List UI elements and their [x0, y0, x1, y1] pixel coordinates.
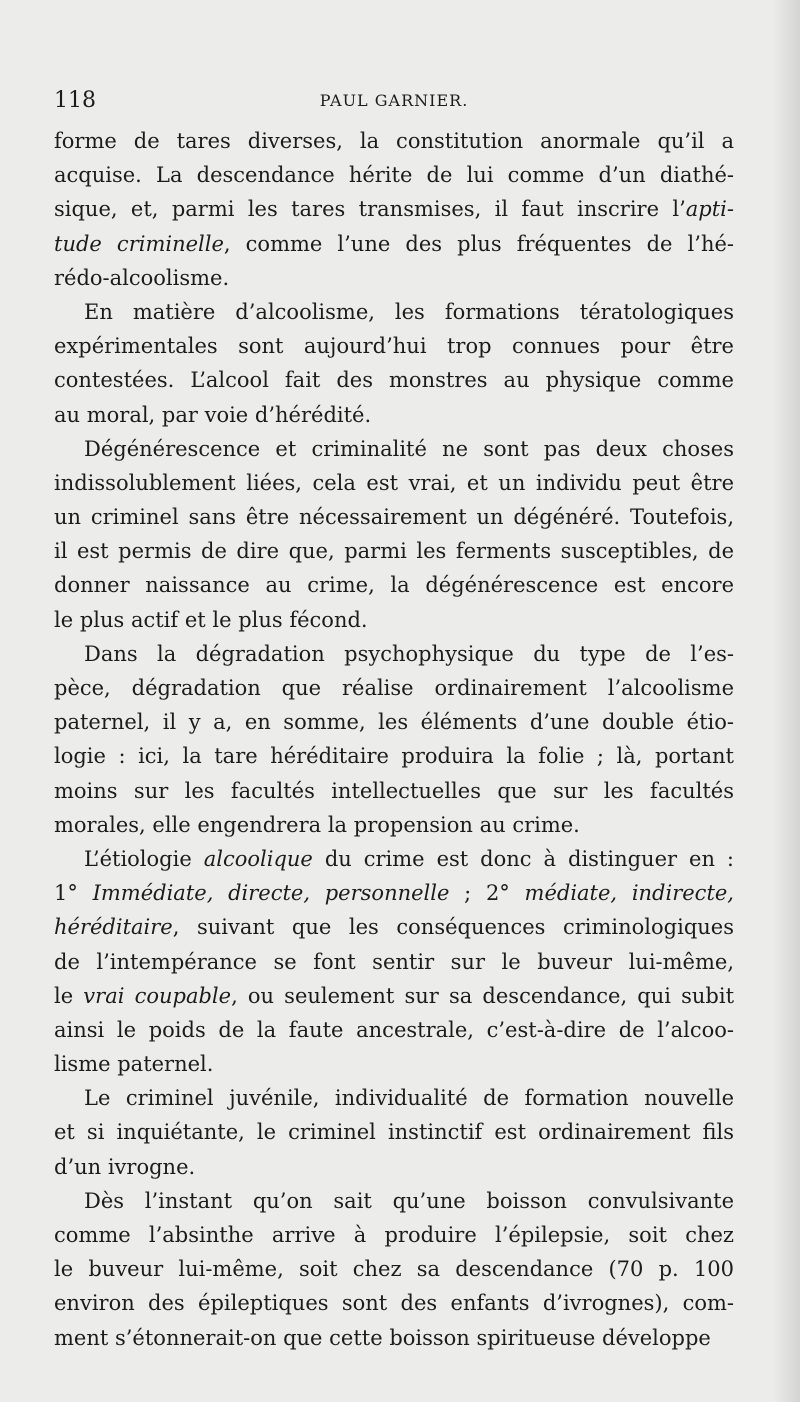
page-number: 118 [54, 88, 96, 113]
text-run: Dès l’instant qu’on sait qu’une boisson convulsivante [84, 1188, 734, 1213]
text-line [54, 363, 734, 397]
text-line [54, 637, 734, 671]
paragraph [54, 295, 734, 432]
text-run: au moral, par voie d’hérédité. [54, 402, 372, 427]
text-run: acquise. La descendance hérite de lui comme d’un diathé- [54, 163, 734, 188]
paragraph [54, 637, 734, 842]
text-run: 1° [54, 881, 93, 906]
text-line [54, 568, 734, 602]
text-line [54, 295, 734, 329]
text-run: pèce, dégradation que réalise ordinairement l’alcoolisme [54, 676, 734, 700]
text-run: En matière d’alcoolisme, les formations tératologiques [84, 299, 734, 324]
text-run: comme l’absinthe arrive à produire l’épilepsie, soit chez [54, 1223, 734, 1247]
text-run: sique, et, parmi les tares transmises, il faut inscrire l’ [54, 197, 686, 222]
paragraph [54, 432, 734, 637]
text-line [54, 1184, 734, 1218]
text-line [54, 329, 734, 363]
text-line [54, 432, 734, 466]
text-line [54, 1252, 734, 1286]
text-run: logie : ici, la tare héréditaire produira la folie ; là, portant [54, 744, 734, 769]
text-line [54, 1115, 734, 1149]
text-run: le [54, 983, 84, 1008]
body-text [54, 124, 734, 1355]
text-line [54, 876, 734, 910]
text-run: de l’intempérance se font sentir sur le buveur lui-même, [54, 949, 734, 974]
text-run: , suivant que les conséquences criminologiques [172, 915, 734, 940]
paragraph [54, 1081, 734, 1184]
text-run: ; 2° [449, 881, 525, 906]
text-run: , comme l’une des plus fréquentes de l’hé- [223, 231, 734, 256]
text-run: L’étiologie [84, 846, 204, 871]
italic-text: vrai coupable [83, 983, 232, 1008]
text-line [54, 910, 734, 944]
text-run: indissolublement liées, cela est vrai, et un individu peut être [54, 470, 734, 495]
text-run: forme de tares diverses, la constitution anormale qu’il a [54, 129, 734, 153]
text-run: moins sur les facultés intellectuelles que sur les facultés [54, 778, 734, 803]
text-run: le buveur lui-même, soit chez sa descendance (70 p. 100 [54, 1257, 734, 1282]
paragraph [54, 124, 734, 295]
text-line [54, 945, 734, 979]
text-run: expérimentales sont aujourd’hui trop connues pour être [54, 334, 734, 359]
text-run: Le criminel juvénile, individualité de formation nouvelle [84, 1086, 734, 1111]
text-line [54, 1047, 734, 1081]
text-run: d’un ivrogne. [54, 1154, 196, 1179]
text-run: donner naissance au crime, la dégénérescence est encore [54, 573, 734, 598]
text-line [54, 398, 734, 432]
italic-text: apti- [685, 197, 734, 222]
page-edge-shadow [772, 0, 800, 1402]
text-run: ment s’étonnerait-on que cette boisson spiritueuse développe [54, 1325, 711, 1350]
text-run: un criminel sans être nécessairement un dégénéré. Toutefois, [54, 505, 734, 530]
text-line [54, 808, 734, 842]
text-line [54, 979, 734, 1013]
text-line [54, 739, 734, 773]
text-line [54, 842, 734, 876]
text-run: et si inquiétante, le criminel instinctif est ordinairement fils [54, 1120, 734, 1145]
text-run: contestées. L’alcool fait des monstres au physique comme [54, 368, 734, 393]
text-line [54, 603, 734, 637]
text-run: du crime est donc à distinguer en : [312, 846, 734, 871]
text-line [54, 1013, 734, 1047]
italic-text: médiate, indirecte, [524, 881, 734, 906]
text-line [54, 671, 734, 705]
running-head: PAUL GARNIER. [319, 91, 469, 110]
text-line [54, 705, 734, 739]
text-run: , ou seulement sur sa descendance, qui subit [231, 983, 734, 1008]
text-run: morales, elle engendrera la propension au crime. [54, 812, 580, 837]
text-run: Dégénérescence et criminalité ne sont pas deux choses [84, 436, 734, 461]
page-header [54, 84, 734, 118]
text-line [54, 227, 734, 261]
text-line [54, 774, 734, 808]
italic-text: alcoolique [203, 846, 313, 871]
text-run: rédo-alcoolisme. [54, 265, 230, 290]
italic-text: Immédiate, directe, personnelle [92, 881, 450, 906]
text-line [54, 1150, 734, 1184]
text-run: paternel, il y a, en somme, les éléments d’une double étio- [54, 710, 734, 735]
text-run: lisme paternel. [54, 1052, 214, 1077]
text-run: le plus actif et le plus fécond. [54, 607, 368, 632]
text-line [54, 124, 734, 158]
italic-text: tude criminelle [54, 231, 224, 256]
text-run: Dans la dégradation psychophysique du type de l’es- [84, 641, 734, 666]
text-run: ainsi le poids de la faute ancestrale, c’est-à-dire de l’alcoo- [54, 1017, 734, 1042]
paragraph [54, 842, 734, 1081]
text-line [54, 1218, 734, 1252]
text-line [54, 1286, 734, 1320]
text-line [54, 466, 734, 500]
text-line [54, 500, 734, 534]
italic-text: héréditaire [54, 915, 173, 940]
text-line [54, 1081, 734, 1115]
text-run: il est permis de dire que, parmi les ferments susceptibles, de [54, 539, 734, 564]
text-line [54, 158, 734, 192]
text-line [54, 1321, 734, 1355]
text-run: environ des épileptiques sont des enfants d’ivrognes), com- [54, 1291, 734, 1316]
text-line [54, 261, 734, 295]
paragraph [54, 1184, 734, 1355]
text-line [54, 534, 734, 568]
text-line [54, 192, 734, 226]
